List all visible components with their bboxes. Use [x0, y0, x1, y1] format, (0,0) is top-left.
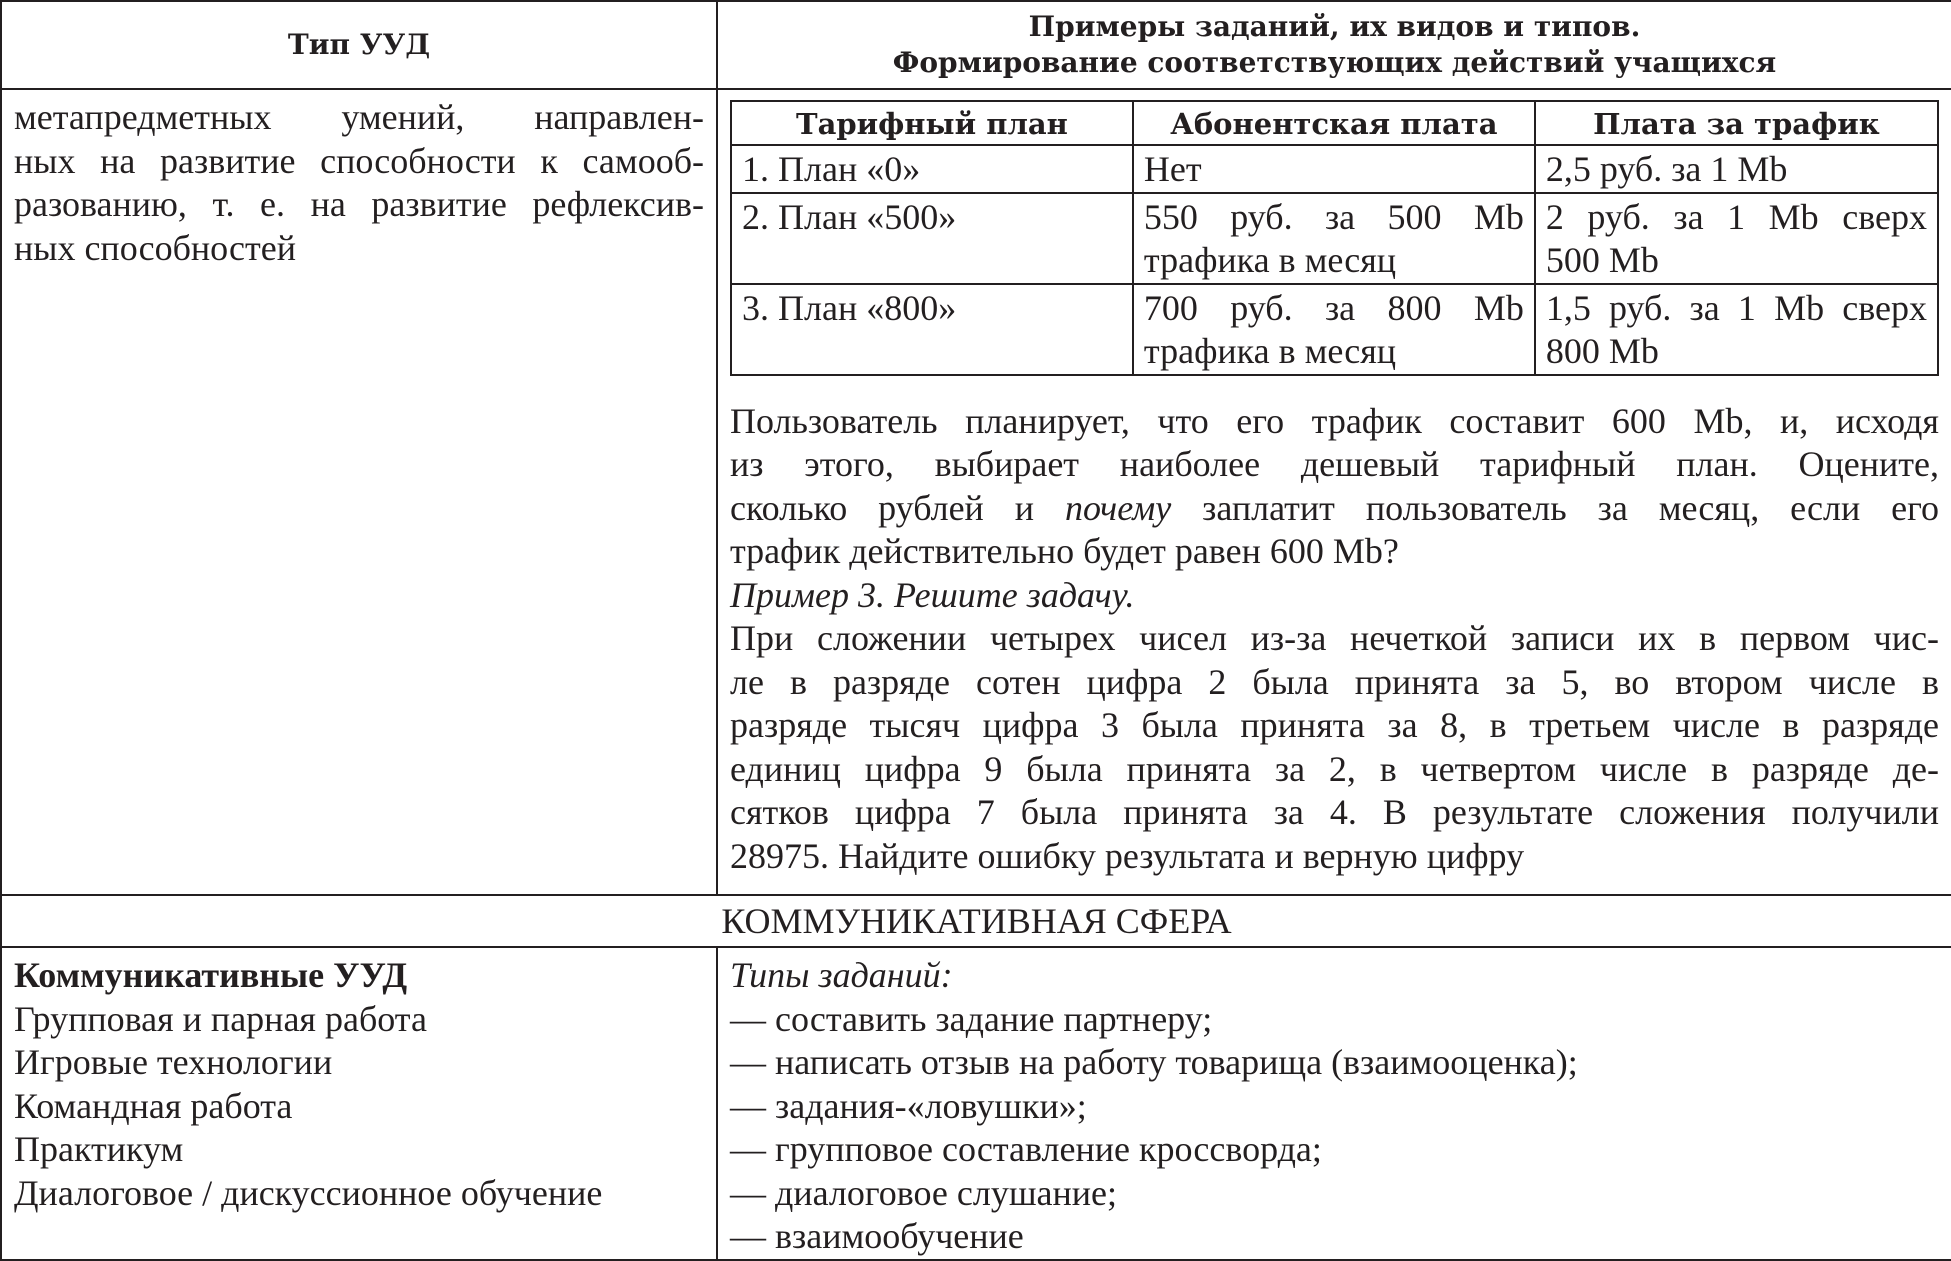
tariff-fee-text: Нет [1143, 149, 1202, 189]
task-line: разряде тысяч цифра 3 была принята за 8, в третьем числе в разряде [730, 705, 1939, 745]
task-line: При сложении четырех чисел из-за нечеткой записи их в первом чис- [730, 618, 1939, 658]
tariff-traffic-text: 2,5 руб. за 1 Mb [1545, 149, 1788, 189]
tariff-fee-cell [1133, 284, 1535, 375]
task-type-item: — составить задание партнеру; [730, 998, 1213, 1039]
task-line: Пользователь планирует, что его трафик составит 600 Mb, и, исходя [730, 400, 1939, 441]
tariff-table [730, 100, 1939, 376]
task-type-item: — взаимообучение [730, 1216, 1024, 1256]
task-line-italic: почему [1064, 487, 1172, 528]
uud-type-line: ных на развитие способности к самооб- [14, 140, 704, 181]
header-col-examples [717, 1, 1951, 89]
header-col-type-label: Тип УУД [287, 28, 431, 61]
communicative-uud-item: Диалоговое / дискуссионное обучение [14, 1172, 603, 1213]
task-type-item: — задания-«ловушки»; [730, 1085, 1087, 1126]
content-row-2 [1, 947, 1951, 1260]
communicative-uud-item: Групповая и парная работа [14, 998, 427, 1039]
task-line: единиц цифра 9 была принята за 2, в четвертом числе в разряде де- [730, 748, 1939, 789]
tariff-traffic-text: 1,5 руб. за 1 Mb сверх [1545, 287, 1927, 328]
uud-type-line: ных способностей [14, 227, 297, 268]
header-col-examples-line1: Примеры заданий, их видов и типов. [1028, 10, 1641, 43]
task-types-title: Типы заданий: [730, 955, 953, 995]
tariff-row [731, 193, 1938, 284]
tariff-plan-cell: 1. План «0» [731, 145, 1133, 193]
communicative-uud-cell [1, 947, 717, 1260]
communicative-uud-item: Командная работа [14, 1085, 293, 1126]
tariff-traffic-cell [1535, 193, 1938, 284]
uud-type-line: разованию, т. е. на развитие рефлексив- [14, 184, 704, 224]
uud-type-line: метапредметных умений, направлен- [14, 97, 704, 137]
examples-cell [717, 89, 1951, 895]
task-line [730, 487, 1939, 531]
tariff-traffic-cell [1535, 145, 1938, 193]
tariff-traffic-text: 500 Mb [1545, 240, 1659, 280]
header-col-examples-line2: Формирование соответствующих действий учащихся [892, 46, 1777, 79]
section-title: КОММУНИКАТИВНАЯ СФЕРА [721, 901, 1232, 941]
task-line: ле в разряде сотен цифра 2 была принята за 5, во втором числе в [730, 661, 1939, 702]
task-line: сятков цифра 7 была принята за 4. В результате сложения получили [730, 792, 1939, 832]
tariff-plan-cell: 2. План «500» [731, 193, 1133, 284]
task-line: 28975. Найдите ошибку результата и верную цифру [730, 835, 1525, 876]
header-col-type [1, 1, 717, 89]
tariff-traffic-text: 2 руб. за 1 Mb сверх [1545, 196, 1927, 237]
tariff-header-fee: Абонентская плата [1133, 101, 1535, 145]
task-type-item: — написать отзыв на работу товарища (взаимооценка); [730, 1042, 1578, 1082]
tariff-row [731, 284, 1938, 375]
tariff-traffic-cell [1535, 284, 1938, 375]
task-line-part: заплатит пользователь за месяц, если его [1171, 487, 1939, 528]
tariff-fee-text: 700 руб. за 800 Mb [1143, 287, 1524, 328]
uud-type-cell [1, 89, 717, 895]
section-row [1, 895, 1951, 947]
tariff-header-traffic: Плата за трафик [1535, 101, 1938, 145]
tariff-fee-cell [1133, 193, 1535, 284]
tariff-fee-text: 550 руб. за 500 Mb [1143, 196, 1524, 237]
tariff-header-plan: Тарифный план [731, 101, 1133, 145]
task-type-item: — групповое составление кроссворда; [730, 1129, 1322, 1169]
header-row [1, 1, 1951, 89]
tariff-fee-text: трафика в месяц [1143, 240, 1397, 280]
task-line: трафик действительно будет равен 600 Mb? [730, 531, 1399, 571]
communicative-uud-item: Практикум [14, 1129, 184, 1169]
task-types-cell [717, 947, 1951, 1260]
tariff-fee-cell [1133, 145, 1535, 193]
content-row-1 [1, 89, 1951, 895]
task-line-part: сколько рублей и [730, 487, 1065, 528]
communicative-uud-title: Коммуникативные УУД [14, 955, 408, 995]
section-title-cell [1, 895, 1951, 947]
task-2-text [730, 617, 1939, 878]
example-3-title: Пример 3. Решите задачу. [730, 574, 1135, 615]
tariff-row [731, 145, 1938, 193]
tariff-header-row [731, 101, 1938, 145]
tariff-traffic-text: 800 Mb [1545, 331, 1659, 371]
communicative-uud-item: Игровые технологии [14, 1042, 333, 1082]
task-line: из этого, выбирает наиболее дешевый тарифный план. Оцените, [730, 444, 1939, 484]
task-type-item: — диалоговое слушание; [730, 1172, 1118, 1213]
task-1-text [730, 400, 1939, 574]
tariff-fee-text: трафика в месяц [1143, 331, 1397, 371]
tariff-plan-cell: 3. План «800» [731, 284, 1133, 375]
